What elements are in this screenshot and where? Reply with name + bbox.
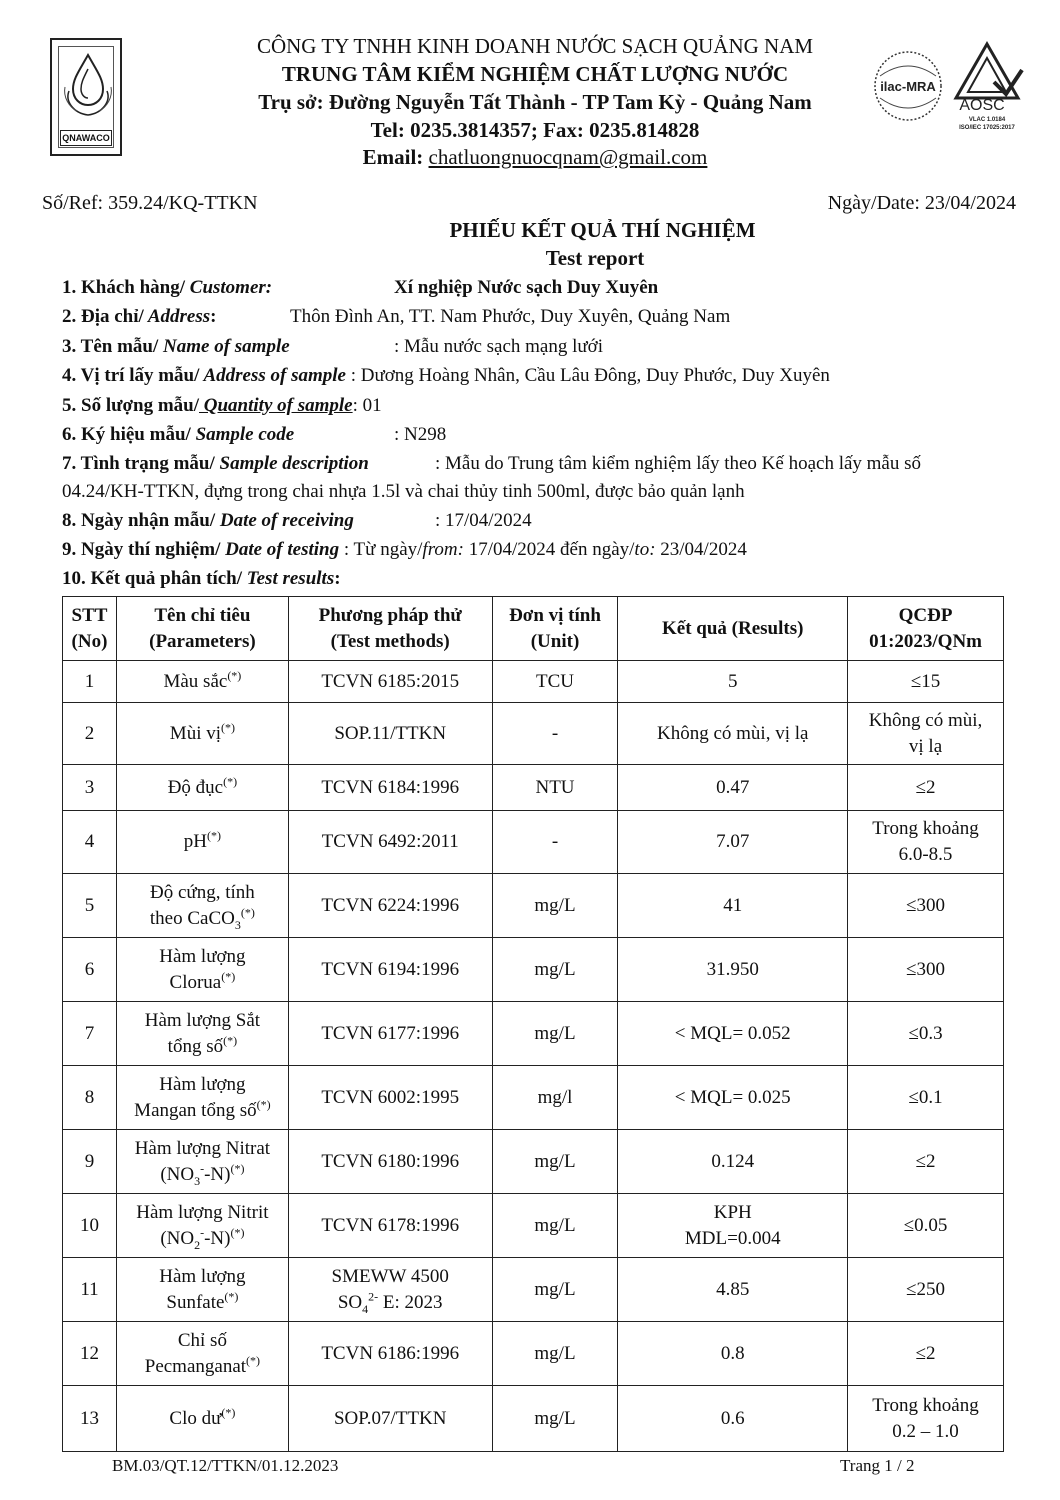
cell-qc: ≤0.3 (848, 1002, 1004, 1066)
table-row (63, 765, 1004, 811)
cell-no: 4 (63, 811, 117, 874)
sample-code-value: : N298 (394, 424, 447, 445)
aosc-standard: ISO/IEC 17025:2017 (959, 125, 1015, 131)
cell-qc: ≤0.05 (848, 1194, 1004, 1258)
results-colon: : (334, 568, 341, 589)
cell-parameter: Màu sắc(*) (116, 661, 288, 703)
cell-result: 41 (618, 874, 848, 938)
cell-parameter: Hàm lượng Sắt tổng số(*) (116, 1002, 288, 1066)
results-label-en: Test results (242, 568, 335, 589)
cell-result: 5 (618, 661, 848, 703)
cell-parameter: Clo dư(*) (116, 1386, 288, 1452)
info-customer (62, 277, 659, 299)
table-row (63, 1002, 1004, 1066)
sample-code-label-en: Sample code (190, 424, 295, 445)
cell-qc: ≤250 (848, 1258, 1004, 1322)
email-label: Email: (362, 145, 424, 169)
cell-parameter: Hàm lượng Nitrit $(NO_2^--N)^{(*)}$ (116, 1194, 288, 1258)
cell-parameter: Hàm lượng Sunfate(*) (116, 1258, 288, 1322)
cell-method: TCVN 6178:1996 (288, 1194, 492, 1258)
cell-qc: Trong khoảng 6.0-8.5 (848, 811, 1004, 874)
cell-method: TCVN 6194:1996 (288, 938, 492, 1002)
logo-tag: QNAWACO (60, 130, 112, 146)
cell-unit: - (492, 811, 618, 874)
aosc-code: VLAC 1.0184 (968, 117, 1006, 123)
quantity-value: : 01 (352, 395, 382, 416)
table-row (63, 703, 1004, 765)
cell-result: 0.6 (618, 1386, 848, 1452)
cell-unit: mg/L (492, 1258, 618, 1322)
form-code: BM.03/QT.12/TTKN/01.12.2023 (112, 1456, 339, 1475)
ilac-text: ilac-MRA (880, 79, 936, 94)
testing-label: 9. Ngày thí nghiệm/ (62, 539, 221, 560)
info-sample-address (62, 365, 830, 387)
sample-name-label: 3. Tên mẫu/ (62, 336, 159, 357)
cell-qc: ≤300 (848, 938, 1004, 1002)
cell-qc: ≤2 (848, 1130, 1004, 1194)
cell-method: SMEWW 4500 $SO_4^{2-}$ E: 2023 (288, 1258, 492, 1322)
results-table (62, 596, 1004, 1452)
table-row (63, 1258, 1004, 1322)
cell-qc: Không có mùi, vị lạ (848, 703, 1004, 765)
info-sample-code (62, 424, 447, 446)
cell-method: TCVN 6224:1996 (288, 874, 492, 938)
sample-address-label: 4. Vị trí lấy mẫu/ (62, 365, 200, 386)
cell-result: 4.85 (618, 1258, 848, 1322)
cell-no: 8 (63, 1066, 117, 1130)
aosc-accreditation-icon (948, 40, 1026, 132)
info-description (62, 453, 922, 475)
table-row (63, 1194, 1004, 1258)
cell-unit: TCU (492, 661, 618, 703)
cell-qc: ≤300 (848, 874, 1004, 938)
testing-to-en: to: (634, 539, 656, 560)
cell-no: 2 (63, 703, 117, 765)
aosc-logo (948, 40, 1026, 132)
customer-label: 1. Khách hàng/ (62, 277, 186, 298)
table-row (63, 874, 1004, 938)
cell-unit: - (492, 703, 618, 765)
cell-no: 12 (63, 1322, 117, 1386)
header-qc: QCĐP 01:2023/QNm (848, 597, 1004, 661)
quantity-label-en: Quantity of sample (199, 395, 353, 416)
cell-no: 6 (63, 938, 117, 1002)
cell-result: 31.950 (618, 938, 848, 1002)
cell-unit: mg/L (492, 1322, 618, 1386)
testing-label-en: Date of testing (220, 539, 340, 560)
cell-result: 7.07 (618, 811, 848, 874)
center-name: TRUNG TÂM KIỂM NGHIỆM CHẤT LƯỢNG NƯỚC (281, 62, 789, 86)
address-value: Thôn Đình An, TT. Nam Phước, Duy Xuyên, Quảng Nam (290, 306, 731, 327)
testing-to-prefix: đến ngày/ (560, 539, 635, 560)
receiving-value: : 17/04/2024 (435, 510, 532, 531)
testing-from-en: from: (422, 539, 464, 560)
cell-parameter: Độ đục(*) (116, 765, 288, 811)
address-label-en: Address (143, 306, 211, 327)
customer-value: Xí nghiệp Nước sạch Duy Xuyên (394, 277, 659, 298)
cell-result: 0.8 (618, 1322, 848, 1386)
header-stt: STT (No) (63, 597, 117, 661)
info-address (62, 306, 731, 328)
table-row (63, 1386, 1004, 1452)
cell-method: TCVN 6186:1996 (288, 1322, 492, 1386)
page-number: Trang 1 / 2 (840, 1456, 915, 1475)
cell-method: TCVN 6185:2015 (288, 661, 492, 703)
cell-unit: mg/L (492, 1130, 618, 1194)
cell-unit: mg/l (492, 1066, 618, 1130)
cell-no: 10 (63, 1194, 117, 1258)
sample-address-label-en: Address of sample (199, 365, 346, 386)
table-header-row (63, 597, 1004, 661)
company-logo (50, 38, 122, 156)
header-methods: Phương pháp thử (Test methods) (288, 597, 492, 661)
cell-unit: mg/L (492, 938, 618, 1002)
cell-parameter: Hàm lượng Mangan tổng số(*) (116, 1066, 288, 1130)
cell-qc: Trong khoảng 0.2 – 1.0 (848, 1386, 1004, 1452)
customer-label-en: Customer: (185, 277, 273, 298)
ilac-mra-icon (872, 46, 944, 126)
info-results (62, 568, 341, 590)
cell-no: 5 (63, 874, 117, 938)
cell-qc: ≤15 (848, 661, 1004, 703)
cell-method: TCVN 6177:1996 (288, 1002, 492, 1066)
table-row (63, 1130, 1004, 1194)
address-colon: : (210, 306, 217, 327)
report-subtitle: Test report (545, 246, 645, 270)
cell-no: 1 (63, 661, 117, 703)
email-link[interactable]: chatluongnuocqnam@gmail.com (428, 145, 708, 169)
cell-unit: NTU (492, 765, 618, 811)
cell-method: TCVN 6492:2011 (288, 811, 492, 874)
table-row (63, 1322, 1004, 1386)
table-row (63, 1066, 1004, 1130)
receiving-label: 8. Ngày nhận mẫu/ (62, 510, 216, 531)
cell-method: SOP.11/TTKN (288, 703, 492, 765)
cell-result: 0.47 (618, 765, 848, 811)
sample-code-label: 6. Ký hiệu mẫu/ (62, 424, 191, 445)
reference-number: Số/Ref: 359.24/KQ-TTKN (42, 192, 258, 214)
testing-to-date: 23/04/2024 (655, 539, 747, 560)
cell-result: Không có mùi, vị lạ (618, 703, 848, 765)
cell-method: TCVN 6002:1995 (288, 1066, 492, 1130)
water-drop-emblem-icon (59, 47, 117, 127)
sample-address-value: : Dương Hoàng Nhân, Cầu Lâu Đông, Duy Phước, Duy Xuyên (345, 365, 830, 386)
info-testing (62, 539, 747, 561)
cell-parameter: Chỉ số Pecmanganat(*) (116, 1322, 288, 1386)
table-row (63, 661, 1004, 703)
cell-parameter: Độ cứng, tính theo CaCO$_3$(*) (116, 874, 288, 938)
description-label: 7. Tình trạng mẫu/ (62, 453, 215, 474)
header-parameters: Tên chỉ tiêu (Parameters) (116, 597, 288, 661)
cell-result: 0.124 (618, 1130, 848, 1194)
sample-name-value: : Mẫu nước sạch mạng lưới (394, 336, 604, 357)
cell-qc: ≤2 (848, 765, 1004, 811)
results-label: 10. Kết quả phân tích/ (62, 568, 243, 589)
info-sample-name (62, 336, 604, 358)
quantity-label: 5. Số lượng mẫu/ (62, 395, 200, 416)
cell-parameter: pH(*) (116, 811, 288, 874)
cell-parameter: Hàm lượng Nitrat $(NO_3^--N)^{(*)}$ (116, 1130, 288, 1194)
cell-qc: ≤2 (848, 1322, 1004, 1386)
cell-no: 9 (63, 1130, 117, 1194)
info-description-line2: 04.24/KH-TTKN, đựng trong chai nhựa 1.5l và chai thủy tinh 500ml, được bảo quản lạnh (62, 481, 745, 502)
cell-qc: ≤0.1 (848, 1066, 1004, 1130)
report-title: PHIẾU KẾT QUẢ THÍ NGHIỆM (449, 218, 756, 242)
cell-no: 11 (63, 1258, 117, 1322)
cell-parameter: Mùi vị(*) (116, 703, 288, 765)
cell-no: 13 (63, 1386, 117, 1452)
table-row (63, 938, 1004, 1002)
info-receiving (62, 510, 532, 532)
cell-unit: mg/L (492, 874, 618, 938)
cell-method: TCVN 6180:1996 (288, 1130, 492, 1194)
report-date: Ngày/Date: 23/04/2024 (827, 192, 1016, 214)
address-label: 2. Địa chỉ/ (62, 306, 144, 327)
cell-parameter: Hàm lượng Clorua(*) (116, 938, 288, 1002)
receiving-label-en: Date of receiving (215, 510, 354, 531)
company-address: Trụ sở: Đường Nguyễn Tất Thành - TP Tam Kỳ - Quảng Nam (258, 90, 812, 114)
info-quantity (62, 395, 382, 417)
cell-unit: mg/L (492, 1002, 618, 1066)
cell-no: 7 (63, 1002, 117, 1066)
header-unit: Đơn vị tính (Unit) (492, 597, 618, 661)
testing-from-prefix: : Từ ngày/ (343, 539, 423, 560)
description-label-en: Sample description (214, 453, 369, 474)
cell-result: KPH MDL=0.004 (618, 1194, 848, 1258)
table-row (63, 811, 1004, 874)
company-name: CÔNG TY TNHH KINH DOANH NƯỚC SẠCH QUẢNG NAM (256, 34, 814, 58)
aosc-text: AOSC (959, 97, 1005, 114)
cell-result: < MQL= 0.025 (618, 1066, 848, 1130)
cell-method: TCVN 6184:1996 (288, 765, 492, 811)
testing-from-date: 17/04/2024 (463, 539, 556, 560)
cell-no: 3 (63, 765, 117, 811)
ilac-mra-logo (872, 46, 944, 126)
sample-name-label-en: Name of sample (158, 336, 290, 357)
description-value: : Mẫu do Trung tâm kiểm nghiệm lấy theo Kế hoạch lấy mẫu số (435, 453, 922, 474)
header-results: Kết quả (Results) (618, 597, 848, 661)
cell-method: SOP.07/TTKN (288, 1386, 492, 1452)
cell-unit: mg/L (492, 1194, 618, 1258)
company-email-line (150, 145, 920, 170)
cell-unit: mg/L (492, 1386, 618, 1452)
company-phone: Tel: 0235.3814357; Fax: 0235.814828 (370, 118, 700, 142)
cell-result: < MQL= 0.052 (618, 1002, 848, 1066)
